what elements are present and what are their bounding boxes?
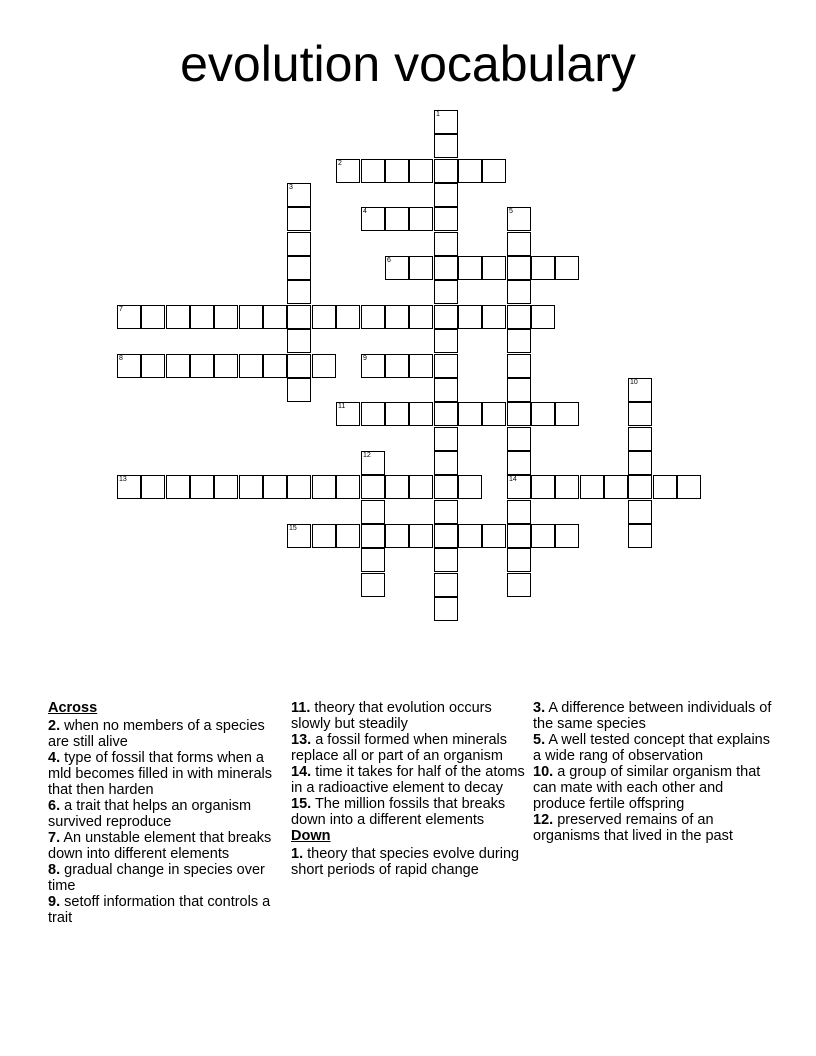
cell-number: 4 (363, 208, 367, 215)
crossword-cell[interactable] (628, 402, 652, 426)
cell-number: 10 (630, 379, 638, 386)
crossword-cell[interactable] (507, 475, 531, 499)
crossword-cell[interactable] (507, 500, 531, 524)
crossword-cell[interactable] (482, 159, 506, 183)
crossword-cell[interactable] (507, 427, 531, 451)
crossword-cell[interactable] (336, 402, 360, 426)
clue-across-9 (48, 894, 276, 926)
crossword-cell[interactable] (409, 354, 433, 378)
clue-text: gradual change in species over time (48, 862, 265, 894)
cell-number: 13 (119, 476, 127, 483)
crossword-cell[interactable] (482, 305, 506, 329)
crossword-cell[interactable] (434, 402, 458, 426)
crossword-cell[interactable] (287, 354, 311, 378)
crossword-cell[interactable] (287, 378, 311, 402)
crossword-cell[interactable] (385, 305, 409, 329)
clue-number: 4. (48, 750, 61, 766)
crossword-cell[interactable] (336, 475, 360, 499)
clue-text: setoff information that controls a trait (48, 894, 271, 926)
clue-across-14 (291, 764, 527, 796)
clue-number: 13. (291, 732, 312, 748)
crossword-cell[interactable] (434, 159, 458, 183)
crossword-cell[interactable] (458, 305, 482, 329)
crossword-cell[interactable] (409, 256, 433, 280)
crossword-cell[interactable] (263, 475, 287, 499)
crossword-cell[interactable] (385, 207, 409, 231)
crossword-cell[interactable] (507, 256, 531, 280)
clue-text: The million fossils that breaks down into a different elements (291, 796, 506, 828)
clue-across-4 (48, 750, 276, 798)
clue-number: 2. (48, 718, 61, 734)
crossword-cell[interactable] (628, 427, 652, 451)
clue-text: a fossil formed when minerals replace all or part of an organism (291, 732, 508, 764)
crossword-cell[interactable] (409, 305, 433, 329)
crossword-cell[interactable] (361, 354, 385, 378)
crossword-cell[interactable] (507, 280, 531, 304)
crossword-cell[interactable] (361, 305, 385, 329)
crossword-cell[interactable] (507, 232, 531, 256)
cell-number: 7 (119, 306, 123, 313)
clue-number: 1. (291, 846, 304, 862)
crossword-cell[interactable] (507, 573, 531, 597)
crossword-cell[interactable] (361, 207, 385, 231)
clue-number: 15. (291, 796, 312, 812)
clue-down-1 (291, 846, 527, 878)
crossword-cell[interactable] (117, 475, 141, 499)
clue-across-7 (48, 830, 276, 862)
clue-text: A well tested concept that explains a wide rang of observation (533, 732, 770, 764)
crossword-cell[interactable] (531, 256, 555, 280)
clue-number: 9. (48, 894, 61, 910)
crossword-cell[interactable] (385, 256, 409, 280)
crossword-cell[interactable] (434, 110, 458, 134)
crossword-cell[interactable] (434, 548, 458, 572)
crossword-cell[interactable] (190, 305, 214, 329)
crossword-cell[interactable] (677, 475, 701, 499)
crossword-cell[interactable] (287, 256, 311, 280)
crossword-cell[interactable] (555, 256, 579, 280)
clue-across-11 (291, 700, 527, 732)
crossword-cell[interactable] (628, 500, 652, 524)
crossword-cell[interactable] (409, 207, 433, 231)
crossword-cell[interactable] (336, 159, 360, 183)
cell-number: 5 (509, 208, 513, 215)
crossword-cell[interactable] (214, 475, 238, 499)
crossword-cell[interactable] (434, 451, 458, 475)
crossword-cell[interactable] (166, 354, 190, 378)
crossword-cell[interactable] (409, 402, 433, 426)
crossword-cell[interactable] (628, 524, 652, 548)
cell-number: 14 (509, 476, 517, 483)
crossword-cell[interactable] (287, 305, 311, 329)
crossword-cell[interactable] (409, 159, 433, 183)
clue-text: a group of similar organism that can mate with each other and produce fertile offspring (533, 764, 761, 812)
crossword-cell[interactable] (628, 451, 652, 475)
crossword-cell[interactable] (263, 305, 287, 329)
clue-number: 10. (533, 764, 554, 780)
clue-across-15 (291, 796, 527, 828)
crossword-cell[interactable] (190, 354, 214, 378)
crossword-cell[interactable] (580, 475, 604, 499)
cell-number: 12 (363, 452, 371, 459)
crossword-cell[interactable] (385, 159, 409, 183)
crossword-cell[interactable] (531, 305, 555, 329)
crossword-cell[interactable] (117, 305, 141, 329)
crossword-cell[interactable] (434, 183, 458, 207)
crossword-cell[interactable] (214, 354, 238, 378)
crossword-cell[interactable] (434, 207, 458, 231)
crossword-cell[interactable] (482, 524, 506, 548)
crossword-cell[interactable] (385, 402, 409, 426)
crossword-cell[interactable] (312, 475, 336, 499)
crossword-cell[interactable] (287, 329, 311, 353)
crossword-cell[interactable] (385, 475, 409, 499)
crossword-cell[interactable] (361, 451, 385, 475)
crossword-cell[interactable] (361, 524, 385, 548)
crossword-cell[interactable] (361, 402, 385, 426)
clue-text: time it takes for half of the atoms in a radioactive element to decay (291, 764, 525, 796)
across-heading: Across (48, 700, 98, 716)
crossword-cell[interactable] (287, 232, 311, 256)
crossword-cell[interactable] (312, 354, 336, 378)
clue-number: 7. (48, 830, 61, 846)
crossword-cell[interactable] (555, 475, 579, 499)
crossword-cell[interactable] (507, 329, 531, 353)
crossword-cell[interactable] (239, 354, 263, 378)
crossword-cell[interactable] (531, 524, 555, 548)
cell-number: 11 (338, 403, 346, 410)
crossword-cell[interactable] (385, 524, 409, 548)
crossword-cell[interactable] (141, 305, 165, 329)
crossword-cell[interactable] (434, 573, 458, 597)
cell-number: 2 (338, 160, 342, 167)
clues-column-3 (533, 700, 773, 844)
crossword-cell[interactable] (507, 207, 531, 231)
crossword-cell[interactable] (434, 427, 458, 451)
crossword-cell[interactable] (507, 451, 531, 475)
crossword-cell[interactable] (336, 524, 360, 548)
clue-number: 14. (291, 764, 312, 780)
crossword-cell[interactable] (434, 500, 458, 524)
crossword-cell[interactable] (434, 232, 458, 256)
crossword-cell[interactable] (653, 475, 677, 499)
crossword-cell[interactable] (434, 305, 458, 329)
crossword-cell[interactable] (287, 280, 311, 304)
clue-number: 5. (533, 732, 546, 748)
cell-number: 3 (289, 184, 293, 191)
crossword-cell[interactable] (166, 475, 190, 499)
clue-down-12 (533, 812, 773, 844)
clue-number: 12. (533, 812, 554, 828)
crossword-cell[interactable] (361, 159, 385, 183)
crossword-cell[interactable] (361, 475, 385, 499)
crossword-cell[interactable] (434, 597, 458, 621)
crossword-cell[interactable] (507, 548, 531, 572)
crossword-cell[interactable] (434, 256, 458, 280)
clue-text: theory that species evolve during short periods of rapid change (291, 846, 520, 878)
cell-number: 6 (387, 257, 391, 264)
crossword-cell[interactable] (141, 475, 165, 499)
page-title: evolution vocabulary (180, 36, 636, 92)
crossword-cell[interactable] (434, 329, 458, 353)
clue-text: type of fossil that forms when a mld becomes filled in with minerals that then harden (48, 750, 273, 798)
clue-across-8 (48, 862, 276, 894)
crossword-cell[interactable] (239, 475, 263, 499)
crossword-cell[interactable] (628, 378, 652, 402)
crossword-cell[interactable] (458, 524, 482, 548)
crossword-cell[interactable] (482, 256, 506, 280)
clue-text: when no members of a species are still alive (48, 718, 265, 750)
cell-number: 8 (119, 355, 123, 362)
crossword-cell[interactable] (287, 475, 311, 499)
cell-number: 15 (289, 525, 297, 532)
clue-down-3 (533, 700, 773, 732)
cell-number: 9 (363, 355, 367, 362)
crossword-cell[interactable] (458, 159, 482, 183)
crossword-cell[interactable] (287, 207, 311, 231)
crossword-cell[interactable] (531, 402, 555, 426)
crossword-cell[interactable] (312, 524, 336, 548)
crossword-cell[interactable] (458, 475, 482, 499)
clue-text: An unstable element that breaks down into different elements (48, 830, 272, 862)
crossword-cell[interactable] (141, 354, 165, 378)
crossword-cell[interactable] (507, 402, 531, 426)
crossword-cell[interactable] (385, 354, 409, 378)
crossword-cell[interactable] (482, 402, 506, 426)
clue-text: a trait that helps an organism survived reproduce (48, 798, 252, 830)
crossword-cell[interactable] (361, 548, 385, 572)
clue-number: 6. (48, 798, 61, 814)
clue-across-6 (48, 798, 276, 830)
crossword-cell[interactable] (507, 354, 531, 378)
crossword-cell[interactable] (434, 475, 458, 499)
crossword-cell[interactable] (312, 305, 336, 329)
crossword-cell[interactable] (434, 280, 458, 304)
crossword-cell[interactable] (555, 402, 579, 426)
crossword-cell[interactable] (214, 305, 238, 329)
clue-number: 3. (533, 700, 546, 716)
clue-down-10 (533, 764, 773, 812)
crossword-cell[interactable] (458, 256, 482, 280)
crossword-cell[interactable] (263, 354, 287, 378)
clue-text: theory that evolution occurs slowly but steadily (291, 700, 492, 732)
crossword-cell[interactable] (166, 305, 190, 329)
crossword-cell[interactable] (287, 183, 311, 207)
crossword-cell[interactable] (434, 134, 458, 158)
crossword-cell[interactable] (434, 524, 458, 548)
crossword-cell[interactable] (604, 475, 628, 499)
clue-text: preserved remains of an organisms that lived in the past (533, 812, 733, 844)
crossword-cell[interactable] (628, 475, 652, 499)
crossword-cell[interactable] (117, 354, 141, 378)
down-heading: Down (291, 828, 331, 844)
crossword-cell[interactable] (409, 475, 433, 499)
clues-column-1 (48, 700, 276, 926)
crossword-cell[interactable] (531, 475, 555, 499)
crossword-cell[interactable] (409, 524, 433, 548)
crossword-cell[interactable] (507, 378, 531, 402)
clues-column-2 (291, 700, 527, 878)
crossword-cell[interactable] (361, 500, 385, 524)
crossword-cell[interactable] (458, 402, 482, 426)
crossword-cell[interactable] (507, 524, 531, 548)
cell-number: 1 (436, 111, 440, 118)
crossword-cell[interactable] (434, 354, 458, 378)
crossword-cell[interactable] (507, 305, 531, 329)
crossword-cell[interactable] (336, 305, 360, 329)
crossword-cell[interactable] (434, 378, 458, 402)
clue-text: A difference between individuals of the same species (533, 700, 772, 732)
clue-number: 8. (48, 862, 61, 878)
clue-across-13 (291, 732, 527, 764)
crossword-cell[interactable] (361, 573, 385, 597)
clue-down-5 (533, 732, 773, 764)
crossword-cell[interactable] (287, 524, 311, 548)
clue-across-2 (48, 718, 276, 750)
crossword-cell[interactable] (239, 305, 263, 329)
crossword-cell[interactable] (190, 475, 214, 499)
crossword-cell[interactable] (555, 524, 579, 548)
clue-number: 11. (291, 700, 311, 716)
